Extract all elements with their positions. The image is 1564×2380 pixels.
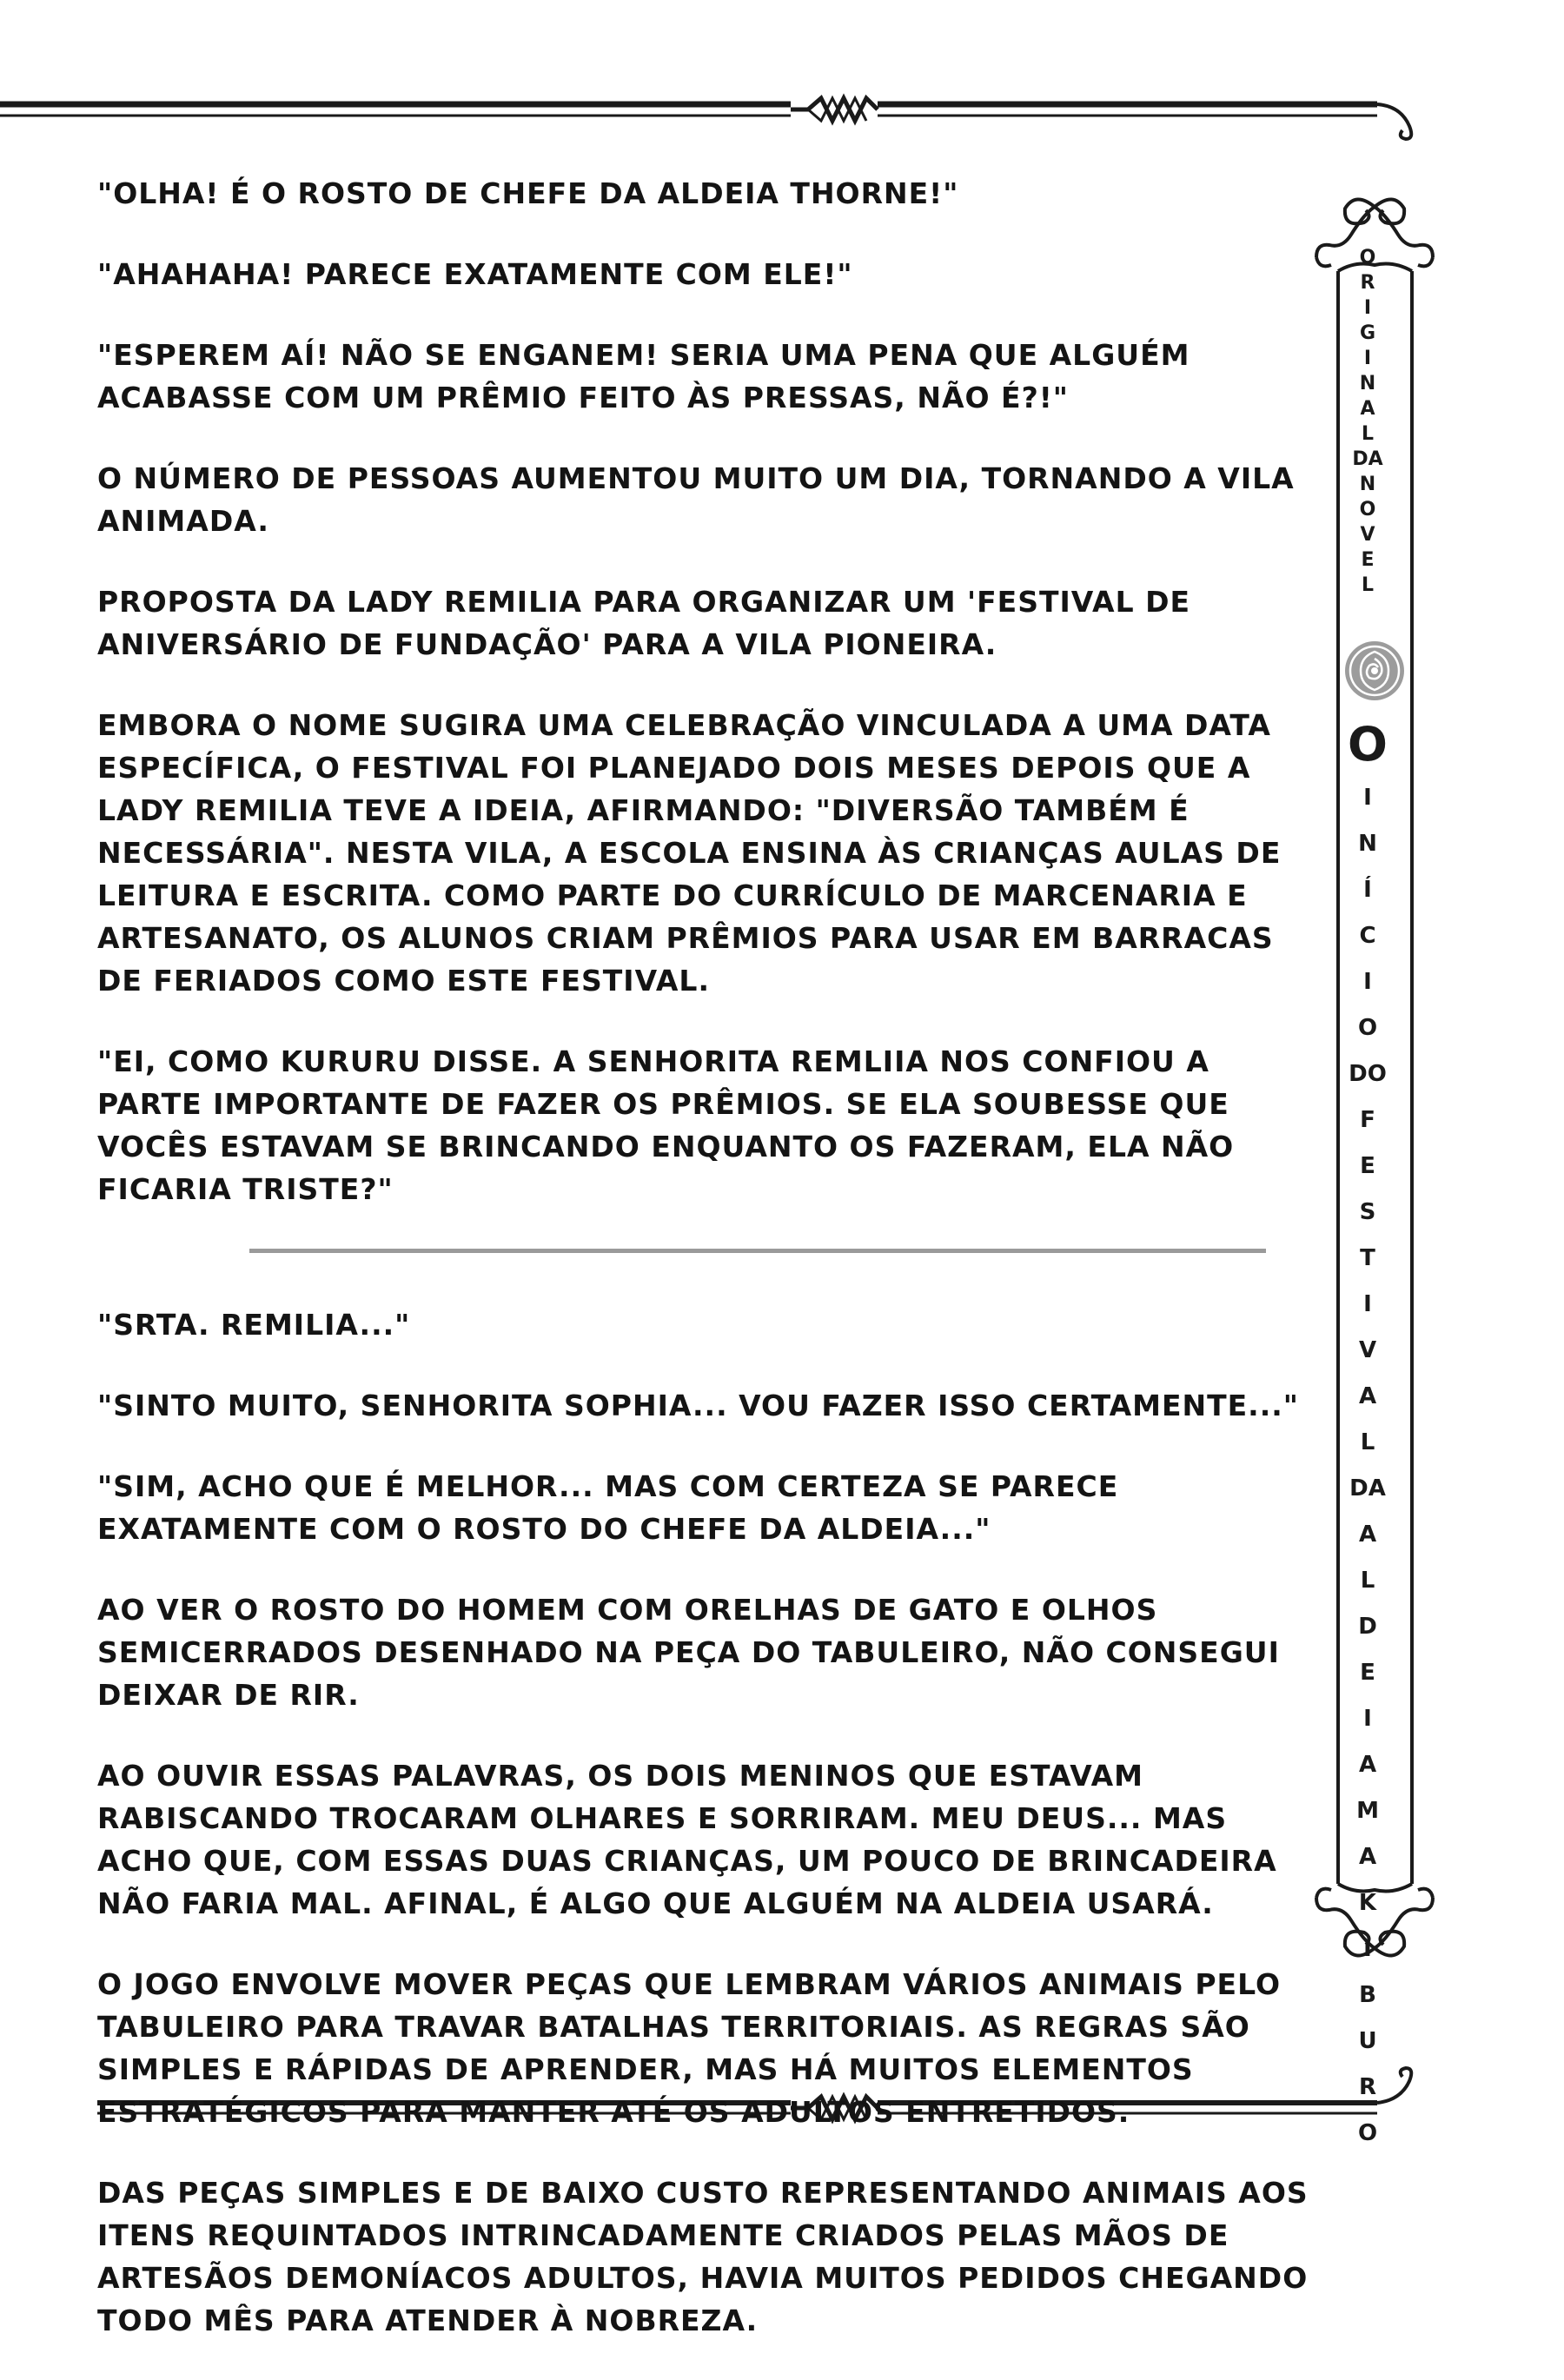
paragraph: AO VER O ROSTO DO HOMEM COM ORELHAS DE GATO E OLHOS SEMICERRADOS DESENHADO NA PEÇA DO TABULEIRO, NÃO CONSEGUI DEIXAR DE RIR. xyxy=(97,1593,1280,1712)
side-title-letter: I xyxy=(1363,1291,1372,1317)
paragraph: DAS PEÇAS SIMPLES E DE BAIXO CUSTO REPRESENTANDO ANIMAIS AOS ITENS REQUINTADOS INTRINCADAMENTE CRIADOS PELAS MÃOS DE ARTESÃOS DEMONÍACOS ADULTOS, HAVIA MUITOS PEDIDOS CHEGANDO TODO MÊS PARA ATENDER À NOBREZA. xyxy=(97,2176,1309,2337)
rose-emblem-icon xyxy=(1343,640,1406,702)
side-title-letter: L xyxy=(1360,1568,1375,1594)
paragraph: PROPOSTA DA LADY REMILIA PARA ORGANIZAR UM 'FESTIVAL DE ANIVERSÁRIO DE FUNDAÇÃO' PARA A VILA PIONEIRA. xyxy=(97,585,1191,661)
side-title-letter: S xyxy=(1359,1199,1376,1225)
side-title-letter: R xyxy=(1358,2074,1377,2100)
side-title-letter: O xyxy=(1357,2120,1378,2146)
paragraph: O NÚMERO DE PESSOAS AUMENTOU MUITO UM DIA, TORNANDO A VILA ANIMADA. xyxy=(97,461,1295,538)
side-title-letter: T xyxy=(1360,1245,1375,1271)
side-title-letter: I xyxy=(1363,297,1372,319)
side-title-letter: G xyxy=(1359,322,1376,344)
side-title-letter: A xyxy=(1360,398,1375,420)
paragraph: "SRTA. REMILIA..." xyxy=(97,1308,411,1342)
side-title-letter: O xyxy=(1359,499,1376,520)
side-title-letter: I xyxy=(1363,969,1372,995)
side-title-letter: K xyxy=(1358,1890,1377,1916)
paragraph: "SIM, ACHO QUE É MELHOR... MAS COM CERTEZA SE PARECE EXATAMENTE COM O ROSTO DO CHEFE DA ALDEIA..." xyxy=(97,1469,1119,1546)
paragraph: "EI, COMO KURURU DISSE. A SENHORITA REMLIIA NOS CONFIOU A PARTE IMPORTANTE DE FAZER OS PRÊMIOS. SE ELA SOUBESSE QUE VOCÊS ESTAVAM SE BRINCANDO ENQUANTO OS FAZERAM, ELA NÃO FICARIA TRISTE?" xyxy=(97,1044,1235,1206)
paragraph: AO OUVIR ESSAS PALAVRAS, OS DOIS MENINOS QUE ESTAVAM RABISCANDO TROCARAM OLHARES E SORRIRAM. MEU DEUS... MAS ACHO QUE, COM ESSAS DUAS CRIANÇAS, UM POUCO DE BRINCADEIRA NÃO FARIA MAL. AFINAL, É ALGO QUE ALGUÉM NA ALDEIA USARÁ. xyxy=(97,1759,1277,1920)
side-title-letter: I xyxy=(1363,1706,1372,1732)
side-title-letter: Í xyxy=(1363,877,1372,903)
ornament-divider-icon xyxy=(791,98,878,121)
side-title-letter: O xyxy=(1359,247,1376,268)
side-title-letter: E xyxy=(1360,1660,1375,1686)
side-title-letter: B xyxy=(1359,1982,1376,2008)
side-title-letter: L xyxy=(1361,423,1375,445)
side-title-letter: DA xyxy=(1349,1475,1386,1502)
side-title-letter: I xyxy=(1363,785,1372,811)
scene-break-divider xyxy=(249,1249,1266,1253)
side-title-letter: N xyxy=(1359,373,1376,394)
side-title-letter: V xyxy=(1358,1337,1377,1363)
side-title-letter: L xyxy=(1360,1429,1375,1455)
side-title-letter: A xyxy=(1358,1752,1377,1778)
side-title-letter: DO xyxy=(1349,1061,1387,1087)
paragraph: "OLHA! É O ROSTO DE CHEFE DA ALDEIA THORNE!" xyxy=(97,176,959,210)
side-title-letter: M xyxy=(1356,1798,1379,1824)
paragraph: EMBORA O NOME SUGIRA UMA CELEBRAÇÃO VINCULADA A UMA DATA ESPECÍFICA, O FESTIVAL FOI PLANEJADO DOIS MESES DEPOIS QUE A LADY REMILIA TEVE A IDEIA, AFIRMANDO: "DIVERSÃO TAMBÉM É NECESSÁRIA". NESTA VILA, A ESCOLA ENSINA ÀS CRIANÇAS AULAS DE LEITURA E ESCRITA. COMO PARTE DO CURRÍCULO DE MARCENARIA E ARTESANATO, OS ALUNOS CRIAM PRÊMIOS PARA USAR EM BARRACAS DE FERIADOS COMO ESTE FESTIVAL. xyxy=(97,708,1282,998)
side-title-letter: N xyxy=(1358,831,1377,857)
paragraph: "SINTO MUITO, SENHORITA SOPHIA... VOU FAZER ISSO CERTAMENTE..." xyxy=(97,1389,1299,1422)
side-title-letter: A xyxy=(1358,1521,1377,1548)
side-title-letter: D xyxy=(1358,1614,1377,1640)
side-title-letter: R xyxy=(1360,272,1375,294)
side-title-letter: A xyxy=(1358,1844,1377,1870)
side-title-letter: N xyxy=(1359,474,1376,495)
side-title-letter: I xyxy=(1363,1936,1372,1962)
paragraph: "ESPEREM AÍ! NÃO SE ENGANEM! SERIA UMA PENA QUE ALGUÉM ACABASSE COM UM PRÊMIO FEITO ÀS PRESSAS, NÃO É?!" xyxy=(97,338,1190,414)
side-title-letter: C xyxy=(1359,923,1376,949)
side-title-letter: U xyxy=(1358,2028,1377,2054)
paragraph: O JOGO ENVOLVE MOVER PEÇAS QUE LEMBRAM VÁRIOS ANIMAIS PELO TABULEIRO PARA TRAVAR BATALHAS TERRITORIAIS. AS REGRAS SÃO SIMPLES E RÁPIDAS DE APRENDER, MAS HÁ MUITOS ELEMENTOS ESTRATÉGICOS PARA MANTER ATÉ OS ADULTOS ENTRETIDOS. xyxy=(97,1967,1281,2129)
side-title-letter: E xyxy=(1361,549,1375,571)
side-title-top xyxy=(1314,245,1422,598)
paragraph: "AHAHAHA! PARECE EXATAMENTE COM ELE!" xyxy=(97,257,853,291)
side-title-letter: F xyxy=(1360,1107,1375,1133)
side-title-bottom xyxy=(1314,714,1422,2157)
side-title-letter: E xyxy=(1360,1153,1375,1179)
side-title-letter: O xyxy=(1357,1015,1378,1041)
side-title-letter: I xyxy=(1363,348,1372,369)
page-body xyxy=(97,172,1314,2380)
side-title-letter: V xyxy=(1360,524,1375,546)
side-title-letter: DA xyxy=(1352,448,1383,470)
side-title-letter: A xyxy=(1358,1383,1377,1409)
top-border xyxy=(0,104,1411,139)
side-title-letter: L xyxy=(1361,574,1375,596)
side-title-letter: O xyxy=(1348,717,1388,772)
